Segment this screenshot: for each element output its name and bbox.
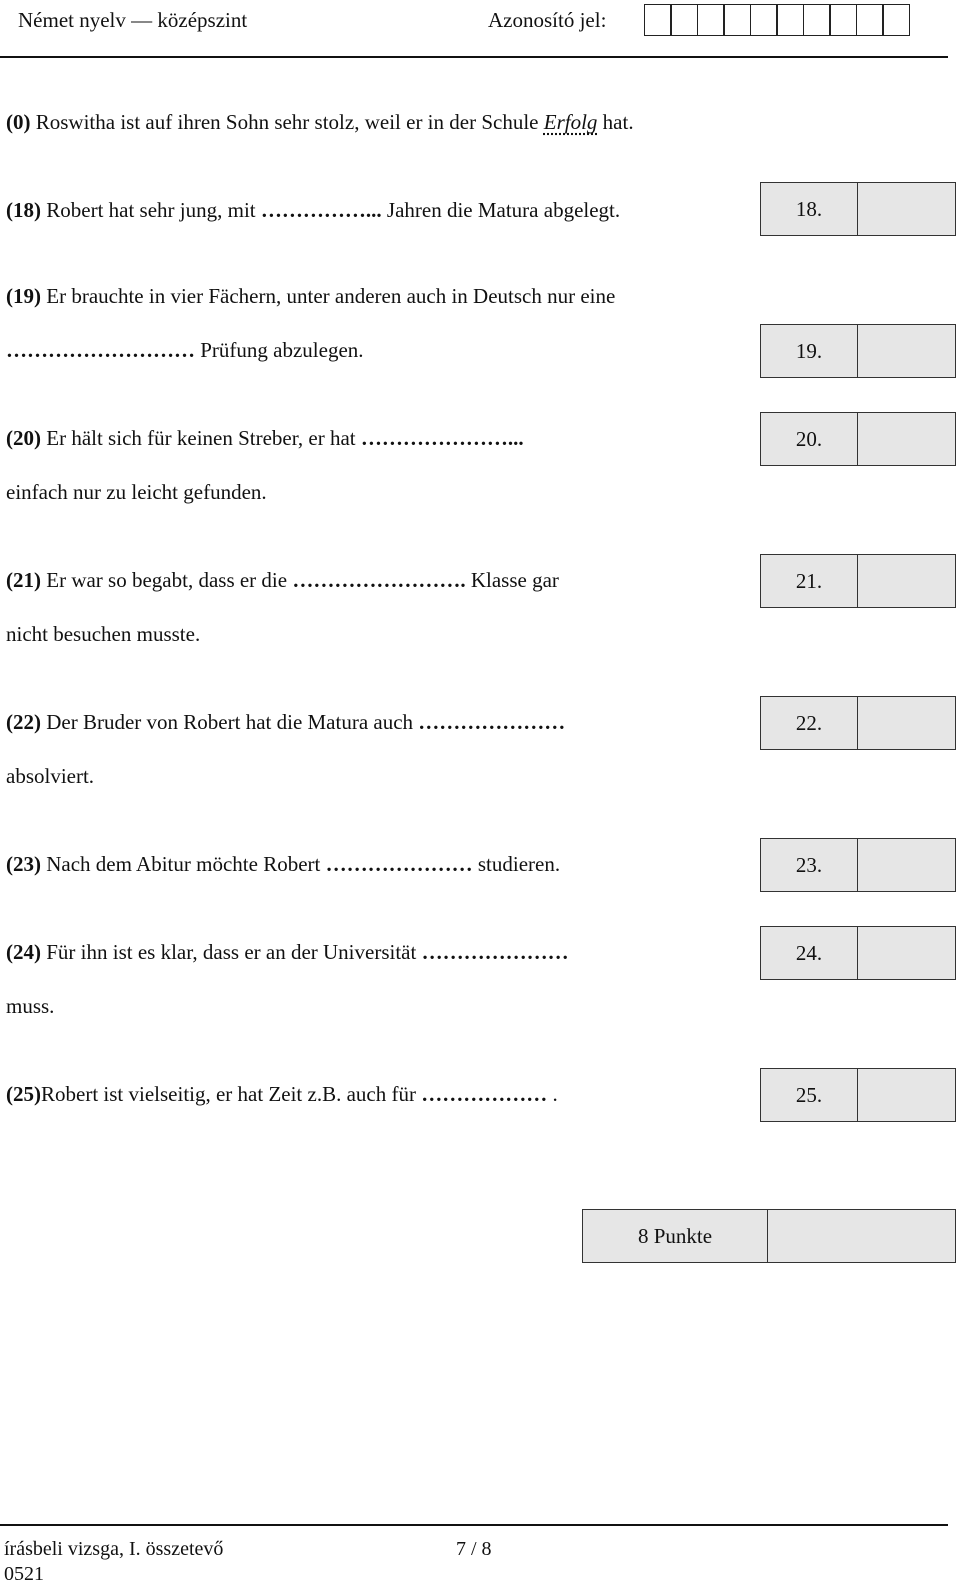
id-box[interactable] bbox=[882, 4, 910, 36]
answer-box-20[interactable] bbox=[760, 412, 956, 466]
item-prefix: (18) bbox=[6, 198, 41, 222]
answer-box-24[interactable] bbox=[760, 926, 956, 980]
item-22-line1 bbox=[6, 710, 565, 735]
answer-box-25[interactable] bbox=[760, 1068, 956, 1122]
item-prefix: (23) bbox=[6, 852, 41, 876]
example-answer: Erfolg bbox=[543, 110, 598, 134]
item-21-line1 bbox=[6, 568, 559, 593]
item-text: studieren. bbox=[472, 852, 561, 876]
item-21-line2: nicht besuchen musste. bbox=[6, 622, 201, 646]
item-text: Jahren die Matura abgelegt. bbox=[381, 198, 621, 222]
answer-blank[interactable]: ………………… bbox=[421, 940, 569, 964]
example-line bbox=[6, 110, 634, 135]
item-text: Er hält sich für keinen Streber, er hat bbox=[41, 426, 361, 450]
id-box[interactable] bbox=[697, 4, 725, 36]
item-22-line2: absolviert. bbox=[6, 764, 95, 788]
id-box[interactable] bbox=[829, 4, 857, 36]
item-text: Der Bruder von Robert hat die Matura auch bbox=[41, 710, 419, 734]
points-box[interactable] bbox=[582, 1209, 956, 1263]
answer-blank[interactable]: …………………... bbox=[360, 426, 524, 450]
header-divider bbox=[0, 56, 948, 58]
answer-box-number: 20. bbox=[760, 412, 858, 466]
id-box[interactable] bbox=[803, 4, 831, 36]
item-prefix: (20) bbox=[6, 426, 41, 450]
item-text: Nach dem Abitur möchte Robert bbox=[41, 852, 326, 876]
example-text-before: Roswitha ist auf ihren Sohn sehr stolz, weil er in der Schule bbox=[30, 110, 544, 134]
answer-box-field[interactable] bbox=[858, 1068, 956, 1122]
item-text: . bbox=[547, 1082, 558, 1106]
answer-box-number: 19. bbox=[760, 324, 858, 378]
item-24-line1 bbox=[6, 940, 569, 965]
answer-blank[interactable]: ………………… bbox=[325, 852, 473, 876]
answer-box-number: 21. bbox=[760, 554, 858, 608]
item-19-line1 bbox=[6, 284, 615, 309]
item-text: Robert ist vielseitig, er hat Zeit z.B. auch für bbox=[41, 1082, 422, 1106]
answer-box-field[interactable] bbox=[858, 838, 956, 892]
item-prefix: (21) bbox=[6, 568, 41, 592]
header-subject: Német nyelv — középszint bbox=[18, 8, 248, 32]
item-18-line1 bbox=[6, 198, 620, 223]
id-box[interactable] bbox=[670, 4, 698, 36]
item-24-line2: muss. bbox=[6, 994, 55, 1018]
answer-box-19[interactable] bbox=[760, 324, 956, 378]
answer-box-number: 23. bbox=[760, 838, 858, 892]
item-text: Prüfung abzulegen. bbox=[195, 338, 364, 362]
item-23-line1 bbox=[6, 852, 560, 877]
answer-blank[interactable]: ……………… bbox=[421, 1082, 548, 1106]
footer-code: 0521 bbox=[4, 1563, 44, 1585]
id-box[interactable] bbox=[750, 4, 778, 36]
answer-box-number: 22. bbox=[760, 696, 858, 750]
example-text-after: hat. bbox=[597, 110, 634, 134]
answer-box-23[interactable] bbox=[760, 838, 956, 892]
points-label: 8 Punkte bbox=[582, 1209, 768, 1263]
id-box[interactable] bbox=[723, 4, 751, 36]
item-25-line1 bbox=[6, 1082, 558, 1107]
header-id-label: Azonosító jel: bbox=[488, 8, 607, 32]
footer-page-number: 7 / 8 bbox=[456, 1538, 492, 1560]
item-19-line2 bbox=[6, 338, 364, 363]
answer-box-22[interactable] bbox=[760, 696, 956, 750]
answer-box-21[interactable] bbox=[760, 554, 956, 608]
answer-box-field[interactable] bbox=[858, 182, 956, 236]
answer-blank[interactable]: ……………………… bbox=[6, 338, 195, 362]
item-text: Robert hat sehr jung, mit bbox=[41, 198, 261, 222]
answer-box-field[interactable] bbox=[858, 324, 956, 378]
answer-box-field[interactable] bbox=[858, 926, 956, 980]
item-20-line2: einfach nur zu leicht gefunden. bbox=[6, 480, 267, 504]
example-prefix: (0) bbox=[6, 110, 31, 134]
points-field[interactable] bbox=[768, 1209, 956, 1263]
item-prefix: (22) bbox=[6, 710, 41, 734]
id-box[interactable] bbox=[856, 4, 884, 36]
id-box[interactable] bbox=[776, 4, 804, 36]
item-text: Er brauchte in vier Fächern, unter anderen auch in Deutsch nur eine bbox=[41, 284, 616, 308]
answer-blank[interactable]: ………………… bbox=[418, 710, 566, 734]
answer-box-number: 18. bbox=[760, 182, 858, 236]
item-text: Er war so begabt, dass er die bbox=[41, 568, 293, 592]
item-text: Für ihn ist es klar, dass er an der Universität bbox=[41, 940, 422, 964]
answer-box-number: 24. bbox=[760, 926, 858, 980]
item-text: Klasse gar bbox=[465, 568, 559, 592]
id-box[interactable] bbox=[644, 4, 672, 36]
answer-box-number: 25. bbox=[760, 1068, 858, 1122]
item-prefix: (25) bbox=[6, 1082, 41, 1106]
answer-box-field[interactable] bbox=[858, 412, 956, 466]
footer-divider bbox=[0, 1524, 948, 1526]
id-boxes[interactable] bbox=[645, 4, 910, 36]
item-prefix: (24) bbox=[6, 940, 41, 964]
item-prefix: (19) bbox=[6, 284, 41, 308]
answer-box-field[interactable] bbox=[858, 554, 956, 608]
item-20-line1 bbox=[6, 426, 524, 451]
answer-blank[interactable]: ……………... bbox=[260, 198, 382, 222]
answer-box-field[interactable] bbox=[858, 696, 956, 750]
answer-blank[interactable]: ……………………. bbox=[292, 568, 466, 592]
answer-box-18[interactable] bbox=[760, 182, 956, 236]
footer-exam-label: írásbeli vizsga, I. összetevő bbox=[4, 1538, 224, 1560]
